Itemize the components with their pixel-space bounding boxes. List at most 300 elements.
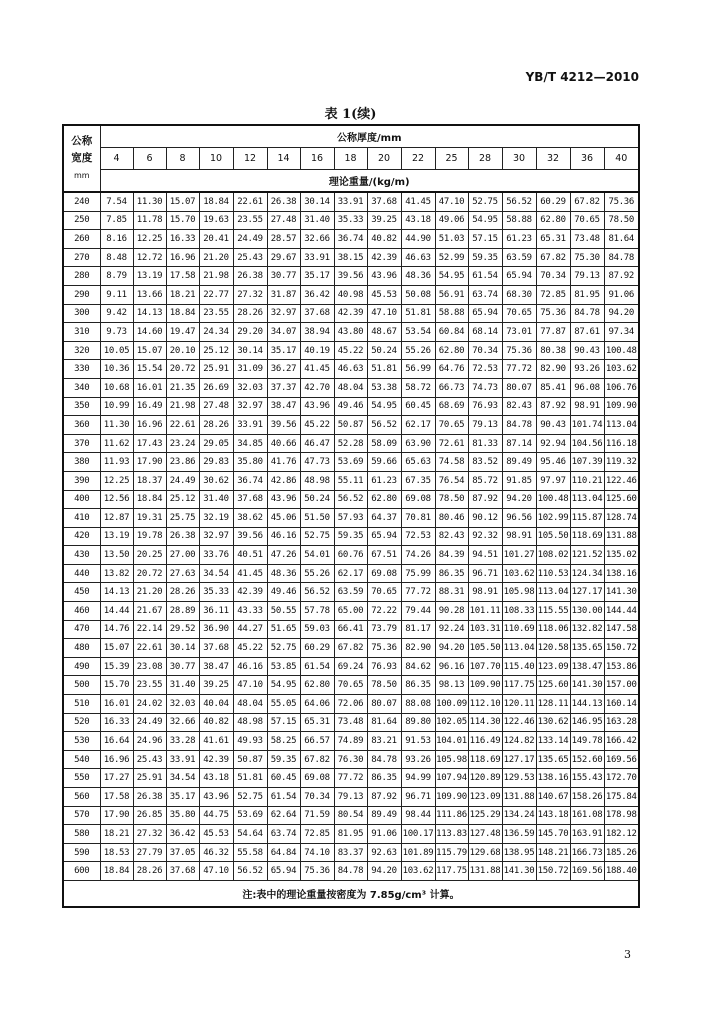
thickness-20: 20 (367, 148, 401, 170)
weight-cell: 130.00 (570, 602, 604, 621)
weight-cell: 65.00 (334, 602, 367, 621)
weight-cell: 46.32 (199, 843, 233, 862)
weight-cell: 178.98 (604, 806, 639, 825)
width-cell: 460 (63, 602, 100, 621)
weight-cell: 100.17 (401, 825, 435, 844)
weight-cell: 52.28 (334, 434, 367, 453)
width-header-line-1: 公称 (71, 135, 93, 147)
table-row (63, 471, 639, 490)
weight-cell: 25.43 (233, 248, 267, 267)
weight-cell: 110.69 (502, 620, 536, 639)
weight-cell: 13.19 (100, 527, 133, 546)
weight-cell: 101.89 (401, 843, 435, 862)
weight-cell: 125.60 (604, 490, 639, 509)
weight-cell: 90.43 (536, 416, 570, 435)
weight-cell: 96.71 (401, 788, 435, 807)
weight-cell: 40.04 (199, 695, 233, 714)
weight-cell: 79.13 (570, 267, 604, 286)
weight-cell: 122.46 (604, 471, 639, 490)
weight-cell: 110.53 (536, 564, 570, 583)
weight-cell: 18.84 (199, 192, 233, 211)
weight-cell: 84.78 (604, 248, 639, 267)
weight-cell: 84.78 (502, 416, 536, 435)
weight-cell: 188.40 (604, 862, 639, 881)
weight-cell: 38.15 (334, 248, 367, 267)
weight-cell: 141.30 (502, 862, 536, 881)
weight-cell: 43.80 (334, 323, 367, 342)
weight-cell: 89.49 (502, 453, 536, 472)
table-row (63, 434, 639, 453)
weight-cell: 109.90 (435, 788, 468, 807)
weight-cell: 18.53 (100, 843, 133, 862)
weight-cell: 87.61 (570, 323, 604, 342)
weight-cell: 70.34 (536, 267, 570, 286)
weight-cell: 116.18 (604, 434, 639, 453)
weight-cell: 21.35 (166, 378, 199, 397)
weight-cell: 50.87 (233, 750, 267, 769)
width-cell: 290 (63, 285, 100, 304)
weight-cell: 30.62 (199, 471, 233, 490)
weight-cell: 157.00 (604, 676, 639, 695)
table-title: 表 1(续) (324, 107, 377, 122)
weight-cell: 28.26 (199, 416, 233, 435)
weight-cell: 56.52 (334, 490, 367, 509)
weight-cell: 39.56 (334, 267, 367, 286)
weight-cell: 61.54 (267, 788, 300, 807)
weight-cell: 28.57 (267, 230, 300, 249)
weight-cell: 79.13 (468, 416, 502, 435)
weight-cell: 65.94 (367, 527, 401, 546)
width-cell: 600 (63, 862, 100, 881)
weight-cell: 70.34 (300, 788, 334, 807)
weight-cell: 74.73 (468, 378, 502, 397)
weight-cell: 22.61 (166, 416, 199, 435)
weight-cell: 40.51 (233, 546, 267, 565)
weight-cell: 25.12 (199, 341, 233, 360)
weight-cell: 92.24 (435, 620, 468, 639)
weight-cell: 27.00 (166, 546, 199, 565)
weight-cell: 65.31 (536, 230, 570, 249)
weight-cell: 29.67 (267, 248, 300, 267)
weight-cell: 28.26 (133, 862, 166, 881)
weight-cell: 182.12 (604, 825, 639, 844)
table-row (63, 564, 639, 583)
weight-cell: 50.24 (300, 490, 334, 509)
weight-cell: 33.76 (199, 546, 233, 565)
weight-cell: 16.49 (133, 397, 166, 416)
weight-cell: 103.62 (401, 862, 435, 881)
weight-cell: 117.75 (435, 862, 468, 881)
weight-cell: 55.05 (267, 695, 300, 714)
weight-cell: 76.93 (468, 397, 502, 416)
weight-cell: 60.45 (401, 397, 435, 416)
weight-cell: 32.03 (166, 695, 199, 714)
weight-cell: 69.08 (300, 769, 334, 788)
weight-cell: 107.70 (468, 657, 502, 676)
weight-cell: 115.55 (536, 602, 570, 621)
table-note: 注:表中的理论重量按密度为 7.85g/cm³ 计算。 (63, 880, 639, 907)
weight-cell: 23.55 (133, 676, 166, 695)
weight-cell: 96.08 (570, 378, 604, 397)
weight-cell: 100.48 (604, 341, 639, 360)
weight-cell: 20.25 (133, 546, 166, 565)
weight-cell: 23.55 (199, 304, 233, 323)
weight-cell: 27.32 (133, 825, 166, 844)
weight-cell: 104.56 (570, 434, 604, 453)
weight-cell: 32.03 (233, 378, 267, 397)
weight-cell: 12.87 (100, 509, 133, 528)
weight-cell: 113.04 (502, 639, 536, 658)
thickness-6: 6 (133, 148, 166, 170)
weight-cell: 101.11 (468, 602, 502, 621)
table-row (63, 843, 639, 862)
weight-cell: 15.07 (133, 341, 166, 360)
weight-cell: 27.63 (166, 564, 199, 583)
weight-cell: 51.81 (401, 304, 435, 323)
weight-cell: 65.63 (401, 453, 435, 472)
weight-cell: 47.10 (233, 676, 267, 695)
weight-table (62, 124, 640, 908)
weight-cell: 123.09 (536, 657, 570, 676)
weight-cell: 62.80 (536, 211, 570, 230)
weight-cell: 33.91 (233, 416, 267, 435)
weight-cell: 59.35 (267, 750, 300, 769)
weight-cell: 17.43 (133, 434, 166, 453)
weight-cell: 115.40 (502, 657, 536, 676)
weight-cell: 152.60 (570, 750, 604, 769)
weight-cell: 22.14 (133, 620, 166, 639)
weight-cell: 102.99 (536, 509, 570, 528)
weight-cell: 61.54 (468, 267, 502, 286)
weight-cell: 108.33 (502, 602, 536, 621)
table-row (63, 341, 639, 360)
weight-cell: 8.16 (100, 230, 133, 249)
weight-cell: 85.41 (536, 378, 570, 397)
thickness-16: 16 (300, 148, 334, 170)
width-cell: 340 (63, 378, 100, 397)
weight-cell: 118.69 (468, 750, 502, 769)
weight-cell: 132.82 (570, 620, 604, 639)
weight-cell: 47.26 (267, 546, 300, 565)
weight-cell: 62.80 (435, 341, 468, 360)
weight-cell: 53.69 (233, 806, 267, 825)
weight-cell: 86.35 (401, 676, 435, 695)
weight-cell: 79.44 (401, 602, 435, 621)
weight-cell: 15.54 (133, 360, 166, 379)
weight-cell: 80.07 (367, 695, 401, 714)
width-cell: 300 (63, 304, 100, 323)
weight-cell: 10.05 (100, 341, 133, 360)
weight-cell: 172.70 (604, 769, 639, 788)
weight-cell: 73.01 (502, 323, 536, 342)
weight-cell: 47.73 (300, 453, 334, 472)
weight-cell: 90.43 (570, 341, 604, 360)
weight-cell: 98.91 (468, 583, 502, 602)
weight-cell: 59.35 (468, 248, 502, 267)
weight-cell: 63.74 (468, 285, 502, 304)
weight-cell: 53.85 (267, 657, 300, 676)
weight-cell: 44.75 (199, 806, 233, 825)
weight-cell: 64.84 (267, 843, 300, 862)
weight-cell: 103.62 (502, 564, 536, 583)
weight-cell: 86.35 (367, 769, 401, 788)
weight-cell: 77.87 (536, 323, 570, 342)
width-cell: 310 (63, 323, 100, 342)
width-cell: 520 (63, 713, 100, 732)
width-cell: 440 (63, 564, 100, 583)
weight-cell: 121.52 (570, 546, 604, 565)
weight-cell: 43.96 (199, 788, 233, 807)
weight-cell: 19.31 (133, 509, 166, 528)
weight-cell: 75.36 (502, 341, 536, 360)
weight-cell: 105.50 (468, 639, 502, 658)
weight-cell: 120.11 (502, 695, 536, 714)
weight-cell: 116.49 (468, 732, 502, 751)
weight-cell: 60.76 (334, 546, 367, 565)
thickness-12: 12 (233, 148, 267, 170)
weight-cell: 72.22 (367, 602, 401, 621)
weight-cell: 35.80 (166, 806, 199, 825)
thickness-10: 10 (199, 148, 233, 170)
weight-cell: 94.20 (435, 639, 468, 658)
weight-cell: 48.04 (233, 695, 267, 714)
table-row (63, 527, 639, 546)
width-cell: 540 (63, 750, 100, 769)
weight-cell: 150.72 (604, 639, 639, 658)
weight-cell: 163.91 (570, 825, 604, 844)
weight-cell: 43.18 (401, 211, 435, 230)
weight-cell: 55.26 (300, 564, 334, 583)
width-cell: 500 (63, 676, 100, 695)
weight-cell: 35.80 (233, 453, 267, 472)
weight-cell: 149.78 (570, 732, 604, 751)
weight-cell: 10.68 (100, 378, 133, 397)
weight-cell: 57.78 (300, 602, 334, 621)
weight-cell: 34.54 (199, 564, 233, 583)
weight-cell: 43.33 (233, 602, 267, 621)
weight-cell: 31.40 (300, 211, 334, 230)
table-row (63, 862, 639, 881)
weight-cell: 11.93 (100, 453, 133, 472)
weight-cell: 98.91 (502, 527, 536, 546)
table-row (63, 732, 639, 751)
weight-cell: 86.35 (435, 564, 468, 583)
weight-cell: 75.99 (401, 564, 435, 583)
weight-cell: 32.66 (166, 713, 199, 732)
weight-cell: 53.54 (401, 323, 435, 342)
weight-cell: 144.13 (570, 695, 604, 714)
weight-cell: 16.33 (166, 230, 199, 249)
weight-cell: 145.70 (536, 825, 570, 844)
weight-cell: 36.74 (334, 230, 367, 249)
weight-cell: 94.20 (502, 490, 536, 509)
weight-cell: 17.90 (133, 453, 166, 472)
weight-cell: 23.86 (166, 453, 199, 472)
weight-cell: 39.56 (267, 416, 300, 435)
weight-cell: 135.02 (604, 546, 639, 565)
weight-cell: 42.70 (300, 378, 334, 397)
weight-cell: 61.23 (502, 230, 536, 249)
weight-cell: 24.02 (133, 695, 166, 714)
weight-cell: 36.74 (233, 471, 267, 490)
weight-cell: 26.38 (133, 788, 166, 807)
weight-cell: 117.75 (502, 676, 536, 695)
weight-cell: 33.91 (166, 750, 199, 769)
weight-cell: 163.28 (604, 713, 639, 732)
weight-cell: 43.96 (267, 490, 300, 509)
weight-cell: 21.98 (166, 397, 199, 416)
weight-cell: 89.80 (401, 713, 435, 732)
weight-cell: 112.10 (468, 695, 502, 714)
weight-cell: 35.17 (300, 267, 334, 286)
table-row (63, 230, 639, 249)
weight-cell: 37.68 (367, 192, 401, 211)
table-row (63, 509, 639, 528)
table-row (63, 713, 639, 732)
weight-cell: 133.14 (536, 732, 570, 751)
weight-cell: 16.33 (100, 713, 133, 732)
weight-cell: 28.26 (233, 304, 267, 323)
weight-cell: 68.14 (468, 323, 502, 342)
weight-cell: 175.84 (604, 788, 639, 807)
weight-cell: 105.98 (435, 750, 468, 769)
weight-cell: 97.97 (536, 471, 570, 490)
weight-cell: 146.95 (570, 713, 604, 732)
weight-cell: 14.13 (133, 304, 166, 323)
weight-cell: 76.54 (435, 471, 468, 490)
weight-cell: 29.05 (199, 434, 233, 453)
weight-cell: 47.10 (367, 304, 401, 323)
weight-cell: 16.96 (133, 416, 166, 435)
weight-cell: 43.96 (300, 397, 334, 416)
weight-cell: 19.63 (199, 211, 233, 230)
weight-cell: 13.66 (133, 285, 166, 304)
weight-cell: 49.93 (233, 732, 267, 751)
weight-cell: 108.02 (536, 546, 570, 565)
weight-cell: 40.98 (334, 285, 367, 304)
weight-cell: 58.72 (401, 378, 435, 397)
width-cell: 380 (63, 453, 100, 472)
weight-cell: 70.65 (435, 416, 468, 435)
weight-cell: 138.16 (604, 564, 639, 583)
weight-cell: 98.13 (435, 676, 468, 695)
weight-cell: 82.43 (435, 527, 468, 546)
weight-cell: 82.90 (536, 360, 570, 379)
thickness-14: 14 (267, 148, 300, 170)
weight-cell: 113.04 (570, 490, 604, 509)
weight-cell: 11.30 (100, 416, 133, 435)
weight-cell: 41.61 (199, 732, 233, 751)
weight-cell: 80.38 (536, 341, 570, 360)
weight-cell: 20.72 (166, 360, 199, 379)
table-row (63, 806, 639, 825)
weight-cell: 45.22 (233, 639, 267, 658)
weight-cell: 19.78 (133, 527, 166, 546)
weight-cell: 37.37 (267, 378, 300, 397)
table-row (63, 267, 639, 286)
weight-cell: 27.48 (267, 211, 300, 230)
weight-cell: 135.65 (570, 639, 604, 658)
weight-cell: 40.82 (199, 713, 233, 732)
weight-cell: 65.31 (300, 713, 334, 732)
weight-cell: 75.36 (536, 304, 570, 323)
weight-cell: 57.15 (267, 713, 300, 732)
weight-cell: 36.11 (199, 602, 233, 621)
weight-cell: 9.42 (100, 304, 133, 323)
table-row (63, 769, 639, 788)
weight-cell: 50.55 (267, 602, 300, 621)
weight-cell: 43.96 (367, 267, 401, 286)
weight-cell: 49.06 (435, 211, 468, 230)
width-cell: 390 (63, 471, 100, 490)
weight-cell: 32.97 (233, 397, 267, 416)
thickness-22: 22 (401, 148, 435, 170)
weight-cell: 169.56 (604, 750, 639, 769)
weight-cell: 28.89 (166, 602, 199, 621)
weight-cell: 138.16 (536, 769, 570, 788)
weight-cell: 82.90 (401, 639, 435, 658)
weight-cell: 55.11 (334, 471, 367, 490)
weight-cell: 103.31 (468, 620, 502, 639)
weight-cell: 18.84 (166, 304, 199, 323)
weight-cell: 28.26 (166, 583, 199, 602)
weight-cell: 104.01 (435, 732, 468, 751)
weight-cell: 90.28 (435, 602, 468, 621)
weight-cell: 61.23 (367, 471, 401, 490)
weight-cell: 17.90 (100, 806, 133, 825)
weight-cell: 84.78 (570, 304, 604, 323)
weight-cell: 33.28 (166, 732, 199, 751)
weight-cell: 10.36 (100, 360, 133, 379)
weight-cell: 48.36 (267, 564, 300, 583)
weight-cell: 45.53 (367, 285, 401, 304)
weight-cell: 37.68 (300, 304, 334, 323)
thickness-36: 36 (570, 148, 604, 170)
weight-cell: 42.39 (199, 750, 233, 769)
weight-cell: 24.49 (233, 230, 267, 249)
weight-cell: 42.39 (367, 248, 401, 267)
weight-cell: 16.01 (100, 695, 133, 714)
weight-cell: 85.72 (468, 471, 502, 490)
weight-cell: 25.91 (133, 769, 166, 788)
weight-cell: 37.68 (166, 862, 199, 881)
weight-cell: 131.88 (468, 862, 502, 881)
weight-cell: 81.64 (367, 713, 401, 732)
thickness-30: 30 (502, 148, 536, 170)
weight-cell: 16.01 (133, 378, 166, 397)
table-row (63, 750, 639, 769)
weight-cell: 138.95 (502, 843, 536, 862)
weight-cell: 72.53 (401, 527, 435, 546)
weight-cell: 141.30 (604, 583, 639, 602)
weight-cell: 54.64 (233, 825, 267, 844)
weight-cell: 73.48 (570, 230, 604, 249)
width-cell: 360 (63, 416, 100, 435)
weight-cell: 54.95 (435, 267, 468, 286)
weight-cell: 46.63 (334, 360, 367, 379)
width-cell: 490 (63, 657, 100, 676)
weight-cell: 17.58 (100, 788, 133, 807)
weight-cell: 41.45 (233, 564, 267, 583)
width-cell: 480 (63, 639, 100, 658)
weight-cell: 25.12 (166, 490, 199, 509)
weight-cell: 80.46 (435, 509, 468, 528)
weight-cell: 50.24 (367, 341, 401, 360)
weight-cell: 84.78 (367, 750, 401, 769)
weight-cell: 138.47 (570, 657, 604, 676)
weight-cell: 27.32 (233, 285, 267, 304)
weight-cell: 94.20 (367, 862, 401, 881)
